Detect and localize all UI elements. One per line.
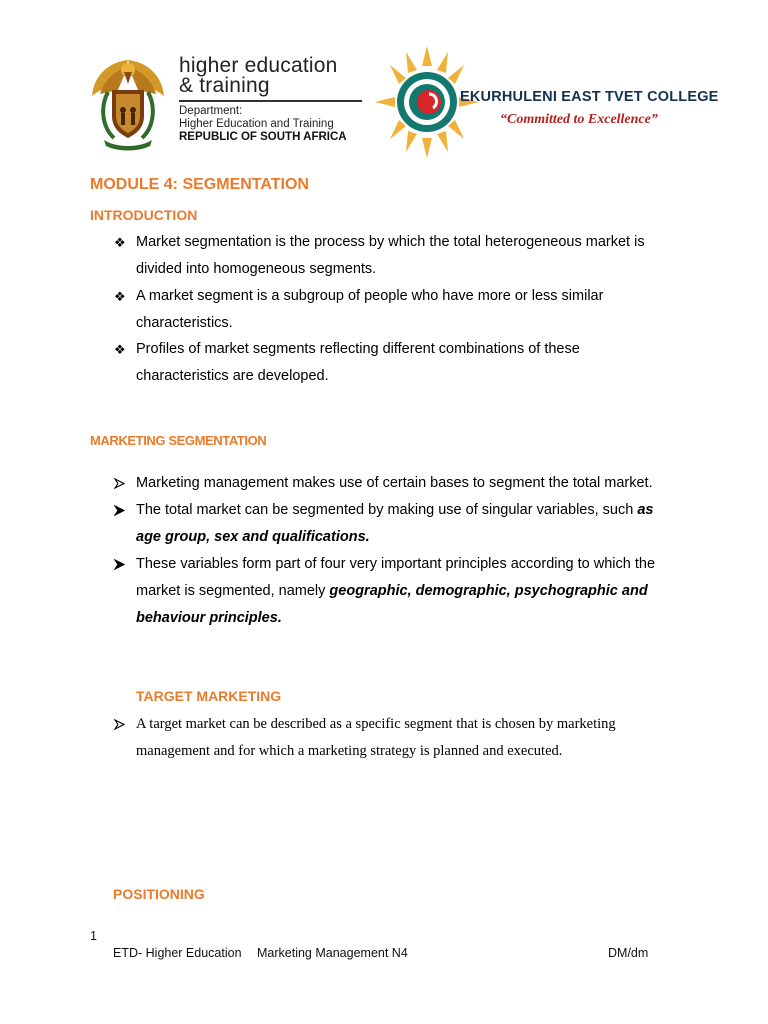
footer-left: ETD- Higher Education xyxy=(113,946,242,960)
list-item xyxy=(114,336,714,390)
target-marketing-heading: TARGET MARKETING xyxy=(136,688,282,704)
bullet-line: characteristics. xyxy=(136,315,233,331)
bullet-emphasis: as xyxy=(637,502,654,518)
footer-right: DM/dm xyxy=(608,946,649,960)
dhet-country: REPUBLIC OF SOUTH AFRICA xyxy=(179,131,347,143)
bullet-line xyxy=(136,578,648,605)
dhet-wordmark xyxy=(179,56,369,144)
list-item xyxy=(114,470,714,497)
module-title: MODULE 4: SEGMENTATION xyxy=(90,176,309,193)
list-item xyxy=(114,283,714,337)
page-number: 1 xyxy=(90,929,97,943)
list-item xyxy=(114,497,714,551)
bullet-line: divided into homogeneous segments. xyxy=(136,261,377,277)
introduction-heading: INTRODUCTION xyxy=(90,207,198,223)
list-item xyxy=(114,551,714,632)
dhet-line-2: & training xyxy=(179,74,270,97)
bullet-line: characteristics are developed. xyxy=(136,368,329,384)
college-motto: “Committed to Excellence” xyxy=(500,112,658,127)
bullet-line: A target market can be described as a specific segment that is chosen by marketing xyxy=(136,716,616,732)
footer-middle: Marketing Management N4 xyxy=(257,946,408,960)
bullet-line: These variables form part of four very important principles according to which the xyxy=(136,556,656,572)
bullet-line: Marketing management makes use of certain bases to segment the total market. xyxy=(136,475,653,491)
bullet-line: Market segmentation is the process by which the total heterogeneous market is xyxy=(136,234,645,250)
list-item xyxy=(114,229,714,283)
dhet-line-1: higher education xyxy=(179,54,338,77)
arrow-bullet-icon xyxy=(114,711,134,730)
list-item xyxy=(114,711,714,765)
bullet-emphasis: geographic, demographic, psychographic and xyxy=(329,583,648,599)
bullet-emphasis: behaviour principles. xyxy=(136,610,282,626)
dhet-department-name: Higher Education and Training xyxy=(179,118,334,130)
diamond-bullet-icon: ❖ xyxy=(114,235,126,250)
dhet-department-label: Department: xyxy=(179,105,243,117)
bullet-text: The total market can be segmented by making use of singular variables, such xyxy=(136,502,638,518)
bullet-line xyxy=(136,497,653,524)
arrow-bullet-icon xyxy=(114,551,134,570)
bullet-line: Profiles of market segments reflecting different combinations of these xyxy=(136,341,580,357)
bullet-emphasis: age group, sex and qualifications. xyxy=(136,529,370,545)
arrow-bullet-icon xyxy=(114,497,134,516)
bullet-text: market is segmented, namely xyxy=(136,583,330,599)
bullet-line: management and for which a marketing strategy is planned and executed. xyxy=(136,743,563,759)
dhet-divider xyxy=(179,100,362,102)
positioning-heading: POSITIONING xyxy=(113,886,205,902)
diamond-bullet-icon: ❖ xyxy=(114,289,126,304)
marketing-segmentation-heading: MARKETING SEGMENTATION xyxy=(90,433,267,448)
college-name: EKURHULENI EAST TVET COLLEGE xyxy=(460,89,719,105)
coat-of-arms-logo xyxy=(88,52,168,152)
bullet-line: A market segment is a subgroup of people who have more or less similar xyxy=(136,288,604,304)
arrow-bullet-icon xyxy=(114,470,134,489)
diamond-bullet-icon: ❖ xyxy=(114,342,126,357)
